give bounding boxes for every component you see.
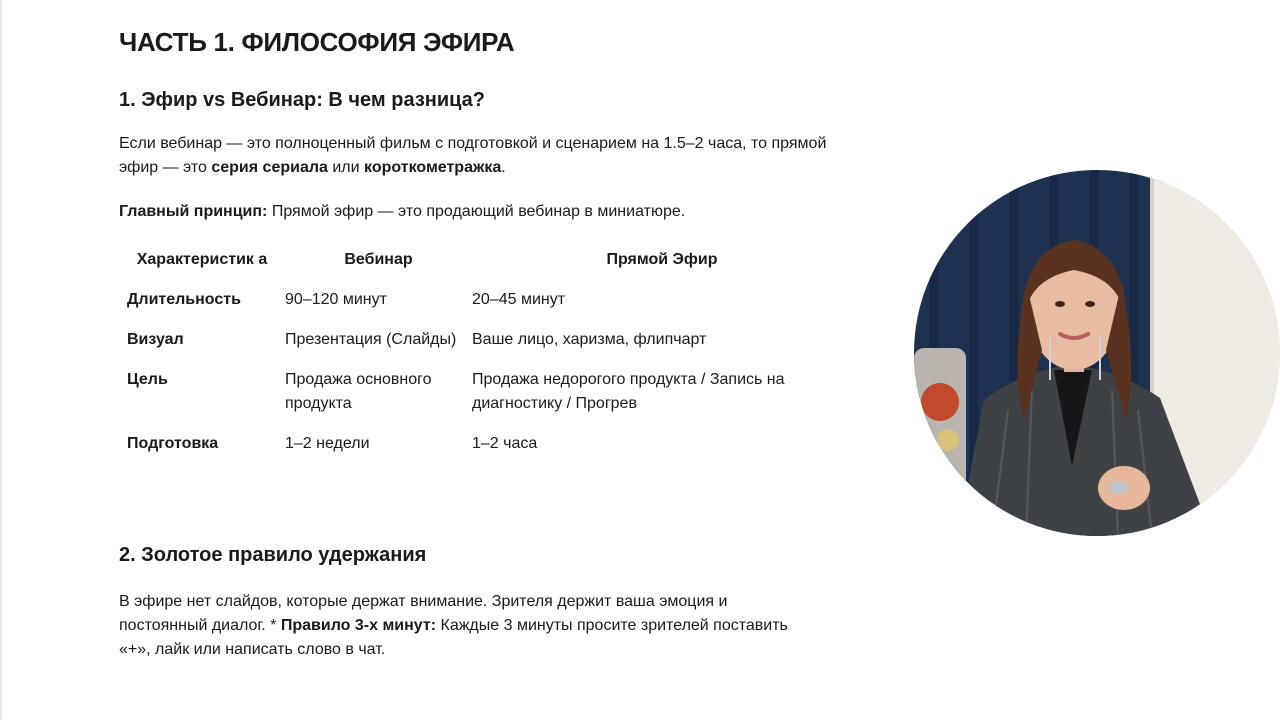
presenter-webcam-icon — [914, 170, 1280, 536]
intro-text-1: Если вебинар — это полноценный фильм с подготовкой и сценарием на 1.5–2 часа, то прямой эфир — это — [119, 135, 827, 176]
table-cell: Продажа недорогого продукта / Запись на диагностику / Прогрев — [472, 371, 785, 412]
table-row — [119, 288, 852, 328]
page-edge — [0, 0, 2, 720]
table-cell: Подготовка — [127, 435, 219, 452]
table-row — [119, 432, 852, 472]
table-cell: Ваше лицо, харизма, флипчарт — [472, 331, 707, 348]
principle-paragraph — [119, 200, 859, 224]
table-cell: 1–2 часа — [472, 435, 538, 452]
presenter-webcam — [914, 170, 1280, 536]
table-cell: 20–45 минут — [472, 291, 566, 308]
table-header-row — [119, 248, 852, 288]
retention-text-1: В эфире нет слайдов, которые держат внимание. Зрителя держит ваша эмоция и постоянный диалог. * — [119, 593, 728, 634]
comparison-table — [119, 248, 852, 472]
retention-text-2: Каждые 3 минуты просите зрителей поставить «+», лайк или написать слово в чат. — [119, 617, 788, 658]
rule-label: Правило 3-х минут: — [280, 617, 437, 634]
table-row — [119, 368, 852, 432]
table-cell: 1–2 недели — [285, 435, 370, 452]
table-header-live: Прямой Эфир — [606, 251, 718, 268]
intro-bold-short-film: короткометражка — [364, 159, 502, 176]
table-header-characteristic: Характеристик а — [136, 251, 268, 268]
page-title: ЧАСТЬ 1. ФИЛОСОФИЯ ЭФИРА — [119, 27, 515, 57]
table-cell: Визуал — [127, 331, 184, 348]
table-cell: Цель — [127, 371, 168, 388]
table-cell: Продажа основного продукта — [285, 371, 432, 412]
table-cell: 90–120 минут — [285, 291, 387, 308]
table-cell: Длительность — [127, 291, 241, 308]
principle-text: Прямой эфир — это продающий вебинар в миниатюре. — [267, 203, 686, 220]
table-cell: Презентация (Слайды) — [285, 331, 457, 348]
intro-text-2: или — [327, 159, 365, 176]
section-heading-comparison: 1. Эфир vs Вебинар: В чем разница? — [119, 89, 486, 111]
section-heading-retention: 2. Золотое правило удержания — [119, 544, 427, 566]
intro-text-3: . — [501, 159, 506, 176]
principle-label: Главный принцип: — [119, 203, 268, 220]
table-row — [119, 328, 852, 368]
intro-paragraph — [119, 132, 859, 180]
intro-bold-series: серия сериала — [211, 159, 328, 176]
table-header-webinar: Вебинар — [344, 251, 413, 268]
retention-paragraph — [119, 590, 819, 662]
